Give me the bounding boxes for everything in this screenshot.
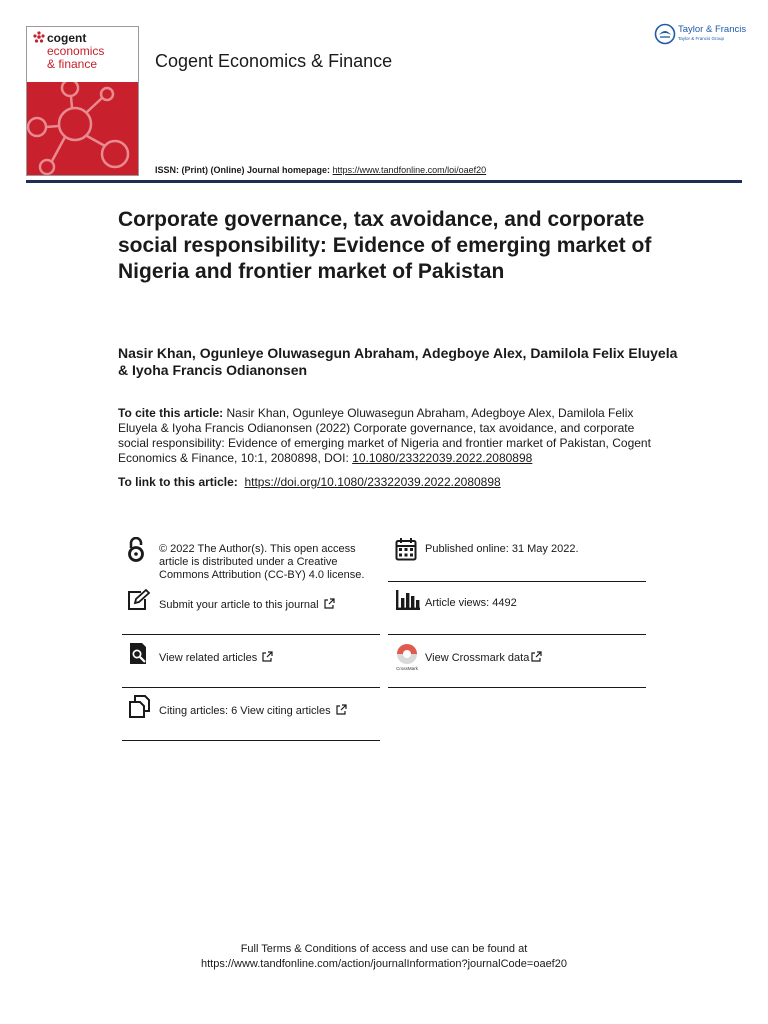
- license-text: © 2022 The Author(s). This open access article is distributed under a Creative Commons Attribution (CC-BY) 4.0 license.: [159, 543, 365, 581]
- crossmark-link[interactable]: [425, 651, 645, 665]
- citing-articles-link[interactable]: [159, 704, 379, 718]
- crossmark-cell[interactable]: [388, 642, 646, 689]
- crossmark-text[interactable]: View Crossmark data: [425, 652, 530, 664]
- calendar-icon: [395, 537, 417, 561]
- cell-divider: [388, 581, 646, 582]
- header-divider: [26, 180, 742, 183]
- cover-brand: cogent: [47, 31, 87, 45]
- molecule-art-icon: [27, 82, 139, 176]
- cite-label: To cite this article:: [118, 406, 224, 420]
- cell-divider: [122, 740, 380, 741]
- related-cell[interactable]: [122, 642, 380, 689]
- submit-text[interactable]: Submit your article to this journal: [159, 599, 319, 611]
- article-title: Corporate governance, tax avoidance, and corporate social responsibility: Evidence of emerging market of Nigeria and frontier market of Pakistan: [118, 208, 652, 283]
- citation-block: [118, 406, 658, 466]
- external-link-icon: [324, 598, 335, 609]
- cite-text: Nasir Khan, Ogunleye Oluwasegun Abraham, Adegboye Alex, Damilola Felix Eluyela & Iyoha Francis Odianonsen (2022) Corporate governance, tax avoidance, and corporate social responsibility: Evidence of emerging market of Nigeria and frontier market of Pakistan, Cogent Economics & Finance, 10:1, 2080898, DOI:: [118, 406, 651, 465]
- crossmark-icon: [394, 643, 420, 671]
- published-cell: [388, 535, 646, 582]
- submit-cell[interactable]: [122, 589, 380, 636]
- external-link-icon: [531, 651, 542, 662]
- published-date: Published online: 31 May 2022.: [425, 543, 579, 555]
- issn-line: [155, 165, 486, 175]
- external-link-icon: [262, 651, 273, 662]
- footer-terms-link[interactable]: https://www.tandfonline.com/action/journalInformation?journalCode=oaef20: [201, 958, 567, 970]
- link-label: To link to this article:: [118, 475, 238, 489]
- issn-label: ISSN: (Print) (Online) Journal homepage:: [155, 165, 331, 175]
- publisher-subtitle: Taylor & Francis Group: [678, 36, 725, 41]
- search-document-icon: [127, 642, 149, 666]
- submit-article-link[interactable]: [159, 598, 379, 612]
- views-cell: [388, 589, 646, 636]
- cite-doi-link[interactable]: 10.1080/23322039.2022.2080898: [352, 451, 533, 465]
- bar-chart-icon: [396, 590, 420, 610]
- article-doi-link[interactable]: https://doi.org/10.1080/23322039.2022.2080898: [244, 475, 501, 489]
- footer-terms-text: Full Terms & Conditions of access and use can be found at: [240, 943, 528, 955]
- journal-homepage-link[interactable]: https://www.tandfonline.com/loi/oaef20: [332, 165, 487, 175]
- crossmark-label: CrossMark: [396, 666, 418, 671]
- citing-articles-icon: [128, 695, 152, 719]
- publisher-name: Taylor & Francis: [678, 24, 747, 35]
- cell-divider: [388, 687, 646, 688]
- article-authors: Nasir Khan, Ogunleye Oluwasegun Abraham, Adegboye Alex, Damilola Felix Eluyela & Iyoha Francis Odianonsen: [118, 345, 678, 378]
- related-text[interactable]: View related articles: [159, 652, 258, 664]
- citing-cell[interactable]: [122, 695, 380, 742]
- cell-divider: [388, 634, 646, 635]
- citing-text[interactable]: Citing articles: 6 View citing articles: [159, 705, 331, 717]
- external-link-icon: [336, 704, 347, 715]
- edit-icon: [127, 589, 151, 611]
- journal-title[interactable]: Cogent Economics & Finance: [155, 51, 393, 71]
- cover-line-3: & finance: [47, 57, 98, 71]
- article-views: Article views: 4492: [425, 597, 517, 609]
- cogent-star-icon: [33, 31, 45, 43]
- cell-divider: [122, 687, 380, 688]
- cell-divider: [122, 634, 380, 635]
- cover-line-2: economics: [47, 44, 105, 58]
- open-access-icon: [126, 537, 146, 563]
- journal-cover: [26, 26, 139, 176]
- cover-art: [27, 82, 138, 176]
- related-articles-link[interactable]: [159, 651, 379, 665]
- article-link-block: [118, 475, 658, 490]
